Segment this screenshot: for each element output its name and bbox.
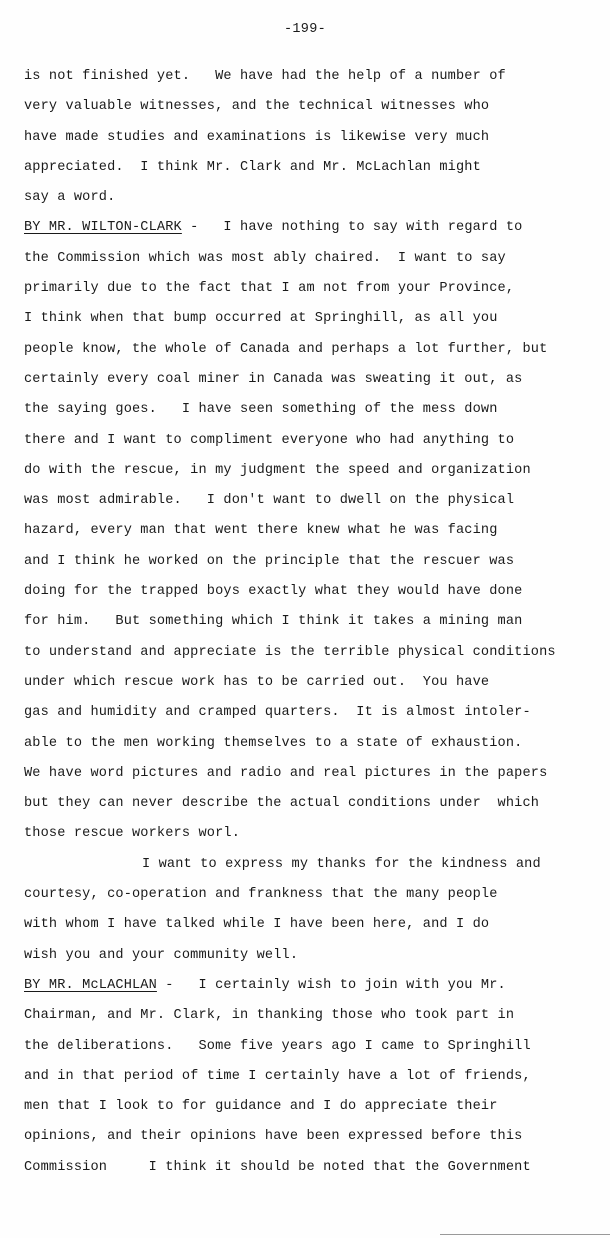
line-text: Chairman, and Mr. Clark, in thanking those who took part in [24,1008,515,1024]
line-text: the saying goes. I have seen something of the mess down [24,402,498,418]
bottom-edge-rule [440,1234,610,1235]
line-text: very valuable witnesses, and the technical witnesses who [24,99,490,115]
line-text: I want to express my thanks for the kindness and [142,856,541,872]
line-text: is not finished yet. We have had the help of a number of [24,69,506,84]
line-text: the Commission which was most ably chaired. I want to say [24,250,506,266]
line-text: - I have nothing to say with regard to [181,220,523,236]
text-line [24,1157,610,1187]
line-text: and in that period of time I certainly have a lot of friends, [24,1068,531,1084]
line-text: there and I want to compliment everyone who had anything to [24,432,515,448]
text-line [24,460,610,490]
line-text: men that I look to for guidance and I do appreciate their [24,1099,498,1115]
line-text: for him. But something which I think it takes a mining man [24,614,523,630]
text-line [24,914,610,944]
text-line [24,1066,610,1096]
text-line [24,157,610,187]
speaker-label: BY MR. McLACHLAN [24,977,157,993]
line-text: able to the men working themselves to a state of exhaustion. [24,735,523,751]
text-line [24,127,610,157]
speaker-label: BY MR. WILTON-CLARK [24,220,182,236]
text-line [24,884,610,914]
text-line [24,581,610,611]
line-text: say a word. [24,190,116,206]
text-line [24,1096,610,1126]
line-text: those rescue workers worl. [24,826,240,842]
line-text: doing for the trapped boys exactly what they would have done [24,584,523,600]
text-line [24,1005,610,1035]
text-line [24,278,610,308]
text-line [24,490,610,520]
line-text: was most admirable. I don't want to dwell on the physical [24,493,515,509]
text-line [24,187,610,217]
line-text: hazard, every man that went there knew what he was facing [24,523,498,539]
line-text: do with the rescue, in my judgment the speed and organization [24,462,531,478]
text-line [24,339,610,369]
text-line [24,763,610,793]
text-line [24,369,610,399]
text-line [24,96,610,126]
text-line [24,1036,610,1066]
speaker-paragraph-line [24,975,610,1005]
text-line [24,733,610,763]
line-text: people know, the whole of Canada and perhaps a lot further, but [24,341,548,357]
line-text: courtesy, co-operation and frankness that the many people [24,887,498,903]
page-number: -199- [283,22,326,37]
text-line [24,642,610,672]
line-text: but they can never describe the actual conditions under which [24,796,540,812]
line-text: primarily due to the fact that I am not from your Province, [24,281,515,297]
line-text: certainly every coal miner in Canada was sweating it out, as [24,371,523,387]
line-text: - I certainly wish to join with you Mr. [156,977,506,993]
text-line [24,430,610,460]
text-line [24,551,610,581]
text-line [24,611,610,641]
line-text: Commission I think it should be noted that the Government [24,1159,531,1175]
line-text: opinions, and their opinions have been expressed before this [24,1129,523,1145]
text-line [24,854,610,884]
line-text: gas and humidity and cramped quarters. It is almost intoler- [24,705,531,721]
text-line [24,945,610,975]
transcript-body [24,66,610,1187]
speaker-paragraph-line [24,217,610,247]
text-line [24,702,610,732]
text-line [24,66,610,96]
line-text: have made studies and examinations is likewise very much [24,129,490,145]
text-line [24,672,610,702]
text-line [24,520,610,550]
line-text: under which rescue work has to be carried out. You have [24,674,490,690]
line-text: wish you and your community well. [24,947,299,963]
line-text: the deliberations. Some five years ago I came to Springhill [24,1038,531,1054]
line-text: appreciated. I think Mr. Clark and Mr. McLachlan might [24,159,481,175]
text-line [24,308,610,338]
line-text: We have word pictures and radio and real pictures in the papers [24,765,548,781]
line-text: with whom I have talked while I have been here, and I do [24,917,490,933]
line-text: I think when that bump occurred at Springhill, as all you [24,311,498,327]
line-text: and I think he worked on the principle that the rescuer was [24,553,515,569]
text-line [24,1126,610,1156]
text-line [24,399,610,429]
text-line [24,793,610,823]
text-line [24,823,610,853]
line-text: to understand and appreciate is the terrible physical conditions [24,644,556,660]
text-line [24,248,610,278]
